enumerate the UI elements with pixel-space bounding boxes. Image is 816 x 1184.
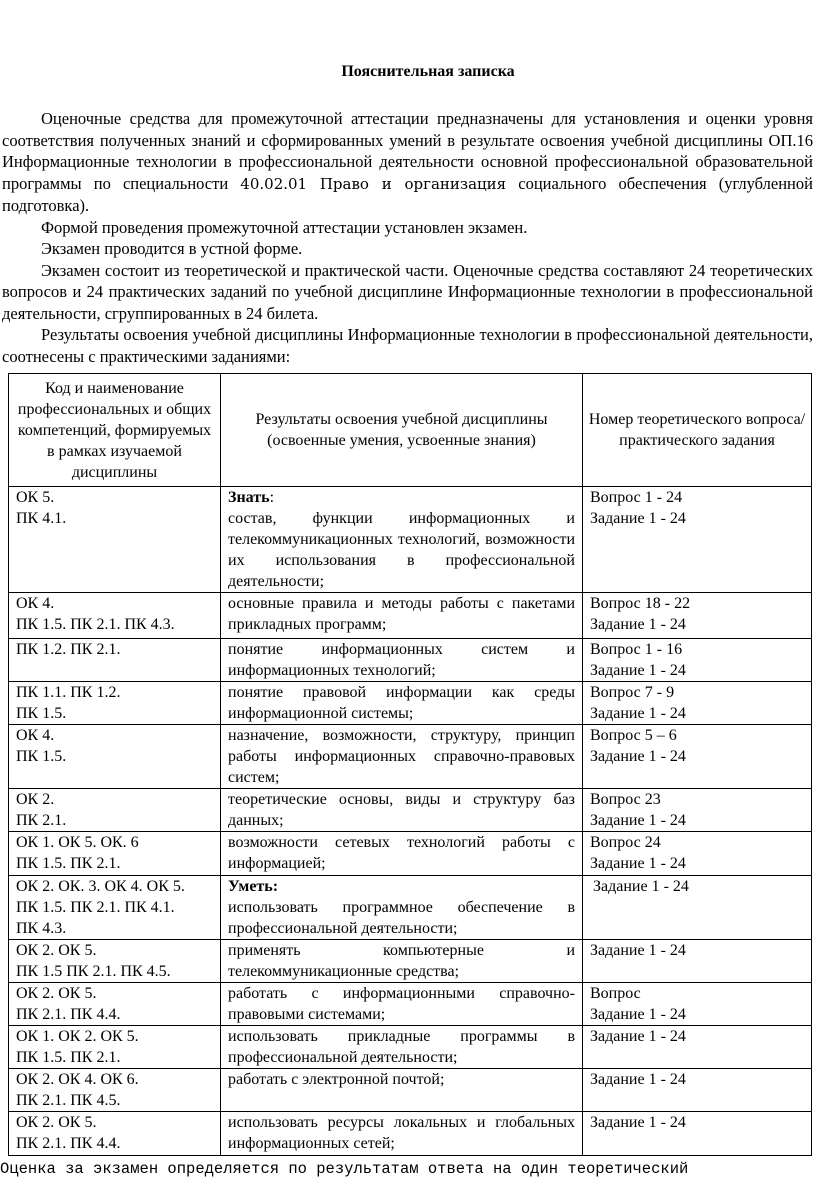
- competency-codes-cell: [9, 1069, 221, 1112]
- task-number: Задание 1 - 24: [593, 878, 689, 895]
- table-row: [9, 593, 812, 639]
- result-text: использовать программное обеспечение в профессиональной деятельности;: [228, 899, 575, 937]
- intro-paragraph-2: Формой проведения промежуточной аттестации установлен экзамен.: [41, 217, 528, 237]
- intro-paragraph-5: Результаты освоения учебной дисциплины Информационные технологии в профессиональной деятельности, соотнесены с практическими заданиями:: [2, 325, 813, 366]
- task-number: Задание 1 - 24: [590, 748, 686, 765]
- competency-code: ПК 2.1. ПК 4.4.: [16, 1006, 121, 1023]
- competency-code: ОК 2.: [16, 791, 55, 808]
- header-task-number: Номер теоретического вопроса/практического задания: [583, 374, 812, 487]
- task-number: Вопрос 18 - 22: [590, 595, 691, 612]
- table-row: [9, 1112, 812, 1156]
- result-cell: [221, 789, 583, 832]
- result-cell: [221, 639, 583, 682]
- result-category-word: Знать: [228, 489, 270, 506]
- competency-codes-cell: [9, 725, 221, 789]
- result-cell: [221, 487, 583, 593]
- competency-code: ОК 2. ОК. 3. ОК 4. ОК 5.: [16, 878, 185, 895]
- task-number: Задание 1 - 24: [590, 812, 686, 829]
- competency-codes-cell: [9, 940, 221, 983]
- task-number: Задание 1 - 24: [590, 510, 686, 527]
- competency-code: ОК 2. ОК 5.: [16, 985, 97, 1002]
- result-text: понятие информационных систем и информационных технологий;: [228, 641, 575, 679]
- competency-code: ОК 1. ОК 2. ОК 5.: [16, 1028, 139, 1045]
- result-category-label: [228, 876, 575, 897]
- table-row: [9, 832, 812, 876]
- result-cell: [221, 1112, 583, 1156]
- table-row: [9, 876, 812, 940]
- task-number: Вопрос 23: [590, 791, 661, 808]
- result-category-suffix: :: [269, 489, 275, 506]
- competency-code: ОК 2. ОК 5.: [16, 1114, 97, 1131]
- competency-codes-cell: [9, 639, 221, 682]
- competency-codes-cell: [9, 487, 221, 593]
- competency-code: ОК 1. ОК 5. ОК. 6: [16, 834, 139, 851]
- competency-codes-cell: [9, 789, 221, 832]
- result-cell: [221, 876, 583, 940]
- result-cell: [221, 725, 583, 789]
- result-text: работать с информационными справочно-правовыми системами;: [228, 985, 575, 1023]
- table-row: [9, 1026, 812, 1069]
- competency-code: ОК 2. ОК 4. ОК 6.: [16, 1071, 139, 1088]
- intro-paragraph-1: [2, 108, 813, 217]
- competency-code: ПК 2.1. ПК 4.4.: [16, 1135, 121, 1152]
- task-number-cell: [583, 725, 812, 789]
- competency-code: ПК 1.1. ПК 1.2.: [16, 684, 121, 701]
- table-row: [9, 983, 812, 1026]
- task-number-cell: [583, 940, 812, 983]
- page-title: Пояснительная записка: [341, 63, 515, 80]
- intro-paragraph-3: Экзамен проводится в устной форме.: [41, 239, 303, 258]
- table-row: [9, 1069, 812, 1112]
- task-number: Задание 1 - 24: [590, 662, 686, 679]
- table-row: [9, 940, 812, 983]
- task-number: Задание 1 - 24: [590, 942, 686, 959]
- table-row: [9, 682, 812, 725]
- header-results: Результаты освоения учебной дисциплины (освоенные умения, усвоенные знания): [221, 374, 583, 487]
- task-number: Задание 1 - 24: [590, 1028, 686, 1045]
- result-text: возможности сетевых технологий работы с информацией;: [228, 834, 575, 872]
- result-text: состав, функции информационных и телекоммуникационных технологий, возможности их использования в профессиональной деятельности;: [228, 510, 575, 590]
- result-cell: [221, 832, 583, 876]
- competency-code: ПК 2.1.: [16, 812, 67, 829]
- competency-code: ПК 1.5. ПК 2.1. ПК 4.1.: [16, 899, 175, 916]
- competency-codes-cell: [9, 876, 221, 940]
- task-number-cell: [583, 1026, 812, 1069]
- result-text: работать с электронной почтой;: [228, 1071, 445, 1088]
- task-number: Вопрос 5 – 6: [590, 727, 677, 744]
- table-header-row: [9, 374, 812, 487]
- task-number: Задание 1 - 24: [590, 705, 686, 722]
- task-number: Вопрос 24: [590, 834, 661, 851]
- task-number: Вопрос 7 - 9: [590, 684, 675, 701]
- task-number: Вопрос: [590, 985, 641, 1002]
- table-row: [9, 487, 812, 593]
- competency-codes-cell: [9, 1026, 221, 1069]
- task-number-cell: [583, 1069, 812, 1112]
- competency-code: ОК 4.: [16, 727, 55, 744]
- task-number: Вопрос 1 - 16: [590, 641, 683, 658]
- competency-code: ОК 2. ОК 5.: [16, 942, 97, 959]
- task-number: Задание 1 - 24: [590, 1006, 686, 1023]
- task-number: Задание 1 - 24: [590, 1071, 686, 1088]
- table-row: [9, 639, 812, 682]
- competency-code: ПК 4.1.: [16, 510, 67, 527]
- task-number-cell: [583, 1112, 812, 1156]
- competency-codes-cell: [9, 593, 221, 639]
- table-row: [9, 789, 812, 832]
- competency-code: ПК 1.5.: [16, 748, 67, 765]
- competencies-table: [8, 373, 812, 1156]
- result-text: применять компьютерные и телекоммуникационные средства;: [228, 942, 575, 980]
- intro-paragraph-4: Экзамен состоит из теоретической и практической части. Оценочные средства составляют 24 теоретических вопросов и 24 практических заданий по учебной дисциплине Информационные технологии в профессиональной деятельности, сгруппированных в 24 билета.: [2, 260, 813, 323]
- result-text: понятие правовой информации как среды информационной системы;: [228, 684, 575, 722]
- competency-codes-cell: [9, 682, 221, 725]
- intro-section: [2, 108, 813, 367]
- task-number: Задание 1 - 24: [590, 616, 686, 633]
- intro-p1-text: Оценочные средства для промежуточной аттестации предназначены для установления и оценки уровня соответствия полученных знаний и сформированных умений в результате освоения учебной дисциплины ОП.16 Информационные технологии в профессиональной деятельности основной профессиональной образовательной программы по специальности: [2, 109, 813, 193]
- result-text: назначение, возможности, структуру, принцип работы информационных справочно-правовых систем;: [228, 727, 575, 786]
- result-cell: [221, 682, 583, 725]
- task-number-cell: [583, 682, 812, 725]
- result-text: использовать прикладные программы в профессиональной деятельности;: [228, 1028, 575, 1066]
- specialty-code: 40.02.01 Право и организация: [240, 174, 507, 193]
- competency-code: ПК 4.3.: [16, 920, 67, 937]
- task-number: Вопрос 1 - 24: [590, 489, 683, 506]
- result-text: теоретические основы, виды и структуру баз данных;: [228, 791, 575, 829]
- competency-code: ПК 1.5. ПК 2.1.: [16, 1049, 121, 1066]
- competency-code: ПК 1.5. ПК 2.1.: [16, 855, 121, 872]
- table-row: [9, 725, 812, 789]
- result-category-word: Уметь:: [228, 878, 279, 895]
- task-number: Задание 1 - 24: [590, 855, 686, 872]
- competency-code: ПК 1.5. ПК 2.1. ПК 4.3.: [16, 616, 175, 633]
- competency-code: ПК 1.5.: [16, 705, 67, 722]
- result-cell: [221, 983, 583, 1026]
- competency-codes-cell: [9, 832, 221, 876]
- task-number: Задание 1 - 24: [590, 1114, 686, 1131]
- task-number-cell: [583, 487, 812, 593]
- competency-codes-cell: [9, 983, 221, 1026]
- footer-text: Оценка за экзамен определяется по результатам ответа на один теоретический: [0, 1160, 689, 1178]
- task-number-cell: [583, 983, 812, 1026]
- result-category-label: [228, 487, 575, 508]
- result-cell: [221, 1026, 583, 1069]
- result-cell: [221, 593, 583, 639]
- result-cell: [221, 1069, 583, 1112]
- header-competencies: Код и наименование профессиональных и общих компетенций, формируемых в рамках изучаемой дисциплины: [9, 374, 221, 487]
- result-text: основные правила и методы работы с пакетами прикладных программ;: [228, 595, 575, 633]
- competency-code: ПК 1.5 ПК 2.1. ПК 4.5.: [16, 963, 171, 980]
- competency-code: ОК 4.: [16, 595, 55, 612]
- result-text: использовать ресурсы локальных и глобальных информационных сетей;: [228, 1114, 575, 1152]
- task-number-cell: [583, 639, 812, 682]
- intro-p1-tail: социального обеспечения (углубленной подготовка).: [2, 173, 813, 215]
- competency-codes-cell: [9, 1112, 221, 1156]
- task-number-cell: [583, 593, 812, 639]
- result-cell: [221, 940, 583, 983]
- competency-code: ПК 2.1. ПК 4.5.: [16, 1092, 121, 1109]
- task-number-cell: [583, 832, 812, 876]
- competency-code: ОК 5.: [16, 489, 55, 506]
- task-number-cell: [583, 789, 812, 832]
- task-number-cell: [583, 876, 812, 940]
- competency-code: ПК 1.2. ПК 2.1.: [16, 641, 121, 658]
